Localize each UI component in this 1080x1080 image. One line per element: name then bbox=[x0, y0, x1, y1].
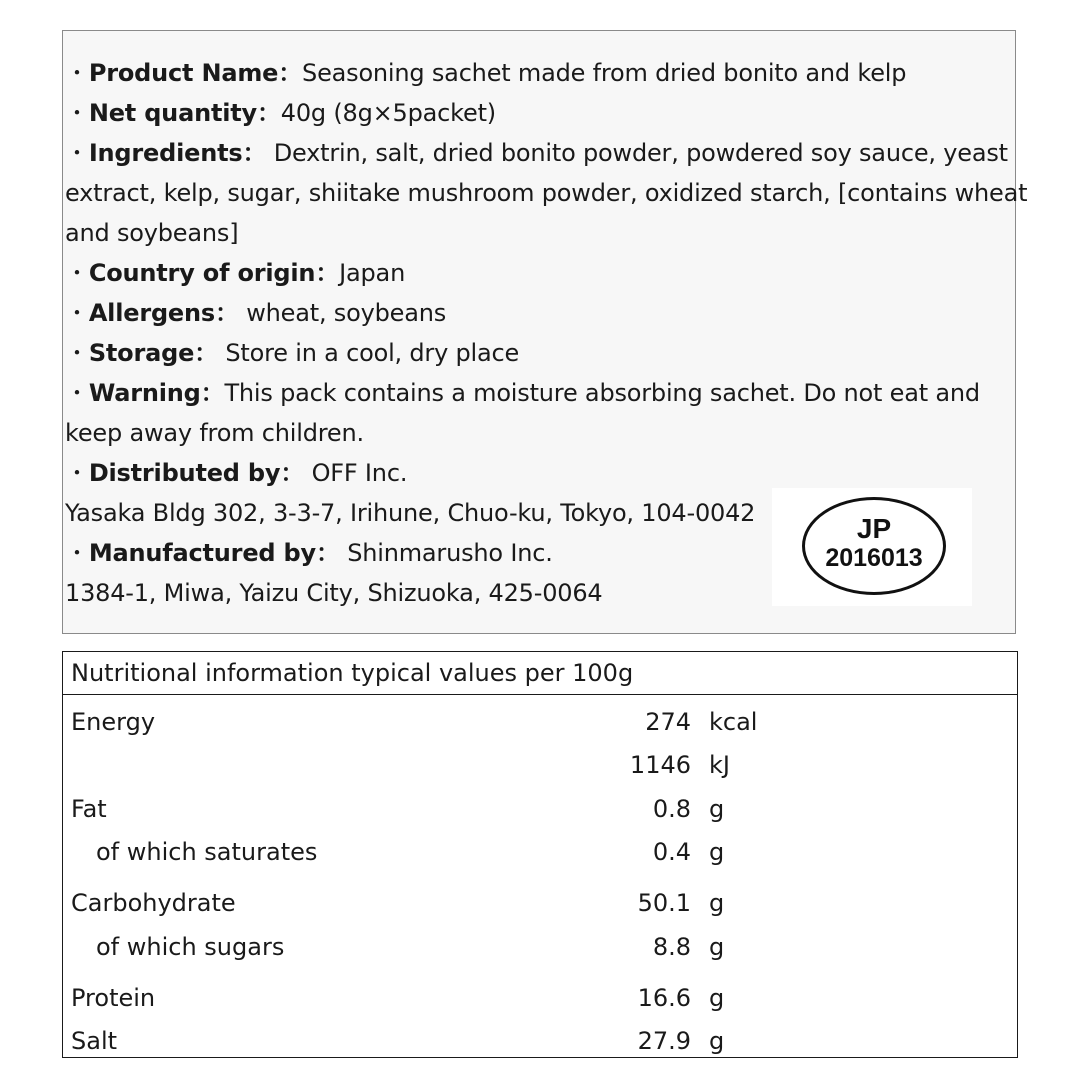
table-row bbox=[63, 1021, 1017, 1061]
table-row bbox=[63, 927, 1017, 967]
storage-value: Store in a cool, dry place bbox=[217, 339, 520, 367]
ingredients-line bbox=[65, 133, 1008, 173]
stamp-oval bbox=[802, 497, 946, 595]
country-of-origin-line bbox=[65, 253, 405, 293]
warning-line bbox=[65, 373, 980, 413]
country-of-origin-value: Japan bbox=[339, 259, 406, 287]
distributed-by-value: OFF Inc. bbox=[304, 459, 408, 487]
separator: ： bbox=[194, 339, 218, 367]
product-name-label: Product Name bbox=[88, 59, 279, 87]
table-row bbox=[63, 745, 1017, 785]
bullet: ・ bbox=[65, 139, 89, 167]
ingredients-value-2: extract, kelp, sugar, shiitake mushroom powder, oxidized starch, [contains wheat bbox=[65, 179, 1028, 207]
distributed-by-label: Distributed by bbox=[88, 459, 281, 487]
country-of-origin-label: Country of origin bbox=[88, 259, 316, 287]
table-row bbox=[63, 789, 1017, 829]
row-unit: g bbox=[709, 838, 725, 866]
manufactured-by-label: Manufactured by bbox=[88, 539, 316, 567]
row-label: Carbohydrate bbox=[71, 889, 236, 917]
row-unit: g bbox=[709, 984, 725, 1012]
jp-registration-stamp bbox=[772, 488, 972, 606]
bullet: ・ bbox=[65, 459, 89, 487]
warning-value-2: keep away from children. bbox=[65, 419, 364, 447]
table-row bbox=[63, 702, 1017, 742]
product-name-line bbox=[65, 53, 906, 93]
allergens-label: Allergens bbox=[88, 299, 215, 327]
manufacturer-address: 1384-1, Miwa, Yaizu City, Shizuoka, 425-0064 bbox=[65, 579, 603, 607]
nutrition-table bbox=[62, 651, 1018, 1058]
storage-line bbox=[65, 333, 519, 373]
storage-label: Storage bbox=[88, 339, 195, 367]
bullet: ・ bbox=[65, 339, 89, 367]
separator: ： bbox=[315, 539, 340, 567]
separator: ： bbox=[214, 299, 239, 327]
row-value: 16.6 bbox=[637, 984, 691, 1012]
stamp-number: 2016013 bbox=[825, 544, 923, 572]
row-value: 50.1 bbox=[637, 889, 691, 917]
row-label: of which sugars bbox=[96, 933, 285, 961]
row-unit: g bbox=[709, 795, 725, 823]
warning-value-1: This pack contains a moisture absorbing sachet. Do not eat and bbox=[224, 379, 980, 407]
distributor-address: Yasaka Bldg 302, 3-3-7, Irihune, Chuo-ku, Tokyo, 104-0042 bbox=[65, 499, 756, 527]
ingredients-value-1: Dextrin, salt, dried bonito powder, powdered soy sauce, yeast bbox=[266, 139, 1008, 167]
row-label: Energy bbox=[71, 708, 156, 736]
row-label: Protein bbox=[71, 984, 156, 1012]
row-value: 0.4 bbox=[652, 838, 691, 866]
row-value: 27.9 bbox=[637, 1027, 691, 1055]
row-unit: g bbox=[709, 889, 725, 917]
bullet: ・ bbox=[65, 379, 89, 407]
row-label: of which saturates bbox=[96, 838, 318, 866]
manufactured-by-value: Shinmarusho Inc. bbox=[339, 539, 553, 567]
row-unit: kJ bbox=[709, 751, 730, 779]
table-row bbox=[63, 832, 1017, 872]
separator: ： bbox=[200, 379, 225, 407]
row-label: Fat bbox=[71, 795, 107, 823]
row-value: 0.8 bbox=[652, 795, 691, 823]
bullet: ・ bbox=[65, 259, 89, 287]
separator: ： bbox=[242, 139, 267, 167]
table-row bbox=[63, 978, 1017, 1018]
separator: ： bbox=[315, 259, 340, 287]
separator: ： bbox=[256, 99, 281, 127]
ingredients-label: Ingredients bbox=[88, 139, 243, 167]
nutrition-header: Nutritional information typical values per 100g bbox=[63, 652, 1017, 695]
row-value: 1146 bbox=[629, 751, 691, 779]
net-quantity-line bbox=[65, 93, 496, 133]
row-value: 274 bbox=[645, 708, 691, 736]
net-quantity-value: 40g (8g×5packet) bbox=[280, 99, 496, 127]
bullet: ・ bbox=[65, 99, 89, 127]
manufactured-by-line bbox=[65, 533, 553, 573]
distributed-by-line bbox=[65, 453, 407, 493]
separator: ： bbox=[280, 459, 305, 487]
row-label: Salt bbox=[71, 1027, 118, 1055]
allergens-line bbox=[65, 293, 446, 333]
bullet: ・ bbox=[65, 539, 89, 567]
row-value: 8.8 bbox=[652, 933, 691, 961]
allergens-value: wheat, soybeans bbox=[238, 299, 447, 327]
row-unit: g bbox=[709, 933, 725, 961]
stamp-country: JP bbox=[856, 513, 892, 544]
net-quantity-label: Net quantity bbox=[88, 99, 257, 127]
bullet: ・ bbox=[65, 59, 89, 87]
product-name-value: Seasoning sachet made from dried bonito and kelp bbox=[302, 59, 907, 87]
bullet: ・ bbox=[65, 299, 89, 327]
row-unit: g bbox=[709, 1027, 725, 1055]
table-row bbox=[63, 883, 1017, 923]
ingredients-value-3: and soybeans] bbox=[65, 219, 239, 247]
warning-label: Warning bbox=[88, 379, 201, 407]
separator: ： bbox=[278, 59, 303, 87]
row-unit: kcal bbox=[709, 708, 758, 736]
